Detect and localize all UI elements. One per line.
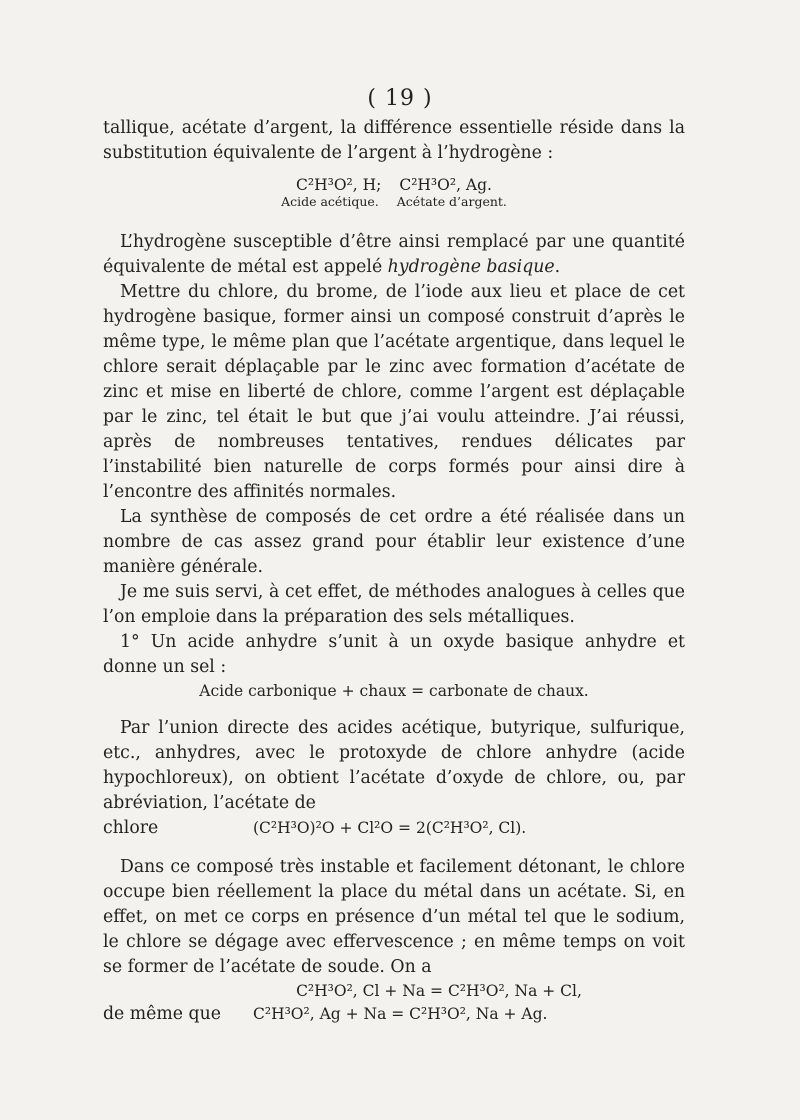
paragraph: La synthèse de composés de cet ordre a été réalisée dans un nombre de cas assez grand pour établir leur existence d’une manière générale.: [103, 507, 685, 577]
emphasis-term: hydrogène basique: [387, 257, 555, 277]
formula-acetic: [103, 174, 685, 196]
page-number: ( 19 ): [367, 86, 433, 111]
caption-acetic-acid: Acide acétique.: [281, 194, 379, 209]
paragraph: Dans ce composé très instable et facilement détonant, le chlore occupe bien réellement la place du métal dans un acétate. Si, en effet, on met ce corps en présence d’un métal tel que le sodium, le chlore se dégage avec effervescence ; en même temps on voit se former de l’acétate de soude. On a: [103, 857, 685, 977]
formula-line: [103, 816, 685, 841]
formula-sodium-silver: C²H³O², Ag + Na = C²H³O², Na + Ag.: [253, 1005, 548, 1023]
caption-silver-acetate: Acétate d’argent.: [396, 194, 507, 209]
paragraph: Par l’union directe des acides acétique, butyrique, sulfurique, etc., anhydres, avec le protoxyde de chlore anhydre (acide hypochloreux), on obtient l’acétate d’oxyde de chlore, ou, par abréviation, l’acétate de: [103, 718, 685, 813]
formula-sodium-chlorine: C²H³O², Cl + Na = C²H³O², Na + Cl,: [296, 982, 582, 1000]
paragraph: Je me suis servi, à cet effet, de méthodes analogues à celles que l’on emploie dans la préparation des sels métalliques.: [103, 582, 685, 627]
formula-acetic-acid: C²H³O², H;: [296, 176, 382, 194]
formula-carbonate: Acide carbonique + chaux = carbonate de chaux.: [199, 682, 589, 700]
paragraph: Mettre du chlore, du brome, de l’iode aux lieu et place de cet hydrogène basique, former ainsi un composé construit d’après le même type, le même plan que l’acétate argentique, dans lequel le chlore serait déplaçable par le zinc avec formation d’acétate de zinc et mise en liberté de chlore, comme l’argent est déplaçable par le zinc, tel était le but que j’ai voulu atteindre. J’ai réussi, après de nombreuses tentatives, rendues délicates par l’instabilité bien naturelle de corps formés pour ainsi dire à l’encontre des affinités normales.: [103, 282, 685, 502]
paragraph-lead: de même que: [103, 1004, 221, 1024]
paragraph: L’hydrogène susceptible d’être ainsi remplacé par une quantité équivalente de métal est appelé hydrogène basique.: [103, 232, 685, 277]
paragraph: 1° Un acide anhydre s’unit à un oxyde basique anhydre et donne un sel :: [103, 632, 685, 677]
formula-chlorine-acetate: (C²H³O)²O + Cl²O = 2(C²H³O², Cl).: [253, 819, 527, 837]
formula-line: [103, 1002, 685, 1027]
paragraph: tallique, acétate d’argent, la différence essentielle réside dans la substitution équivalente de l’argent à l’hydrogène :: [103, 118, 685, 163]
paragraph-tail: chlore: [103, 818, 159, 838]
formula-captions: [103, 196, 685, 210]
formula-silver-acetate: C²H³O², Ag.: [399, 176, 492, 194]
page-body: [103, 116, 685, 1027]
